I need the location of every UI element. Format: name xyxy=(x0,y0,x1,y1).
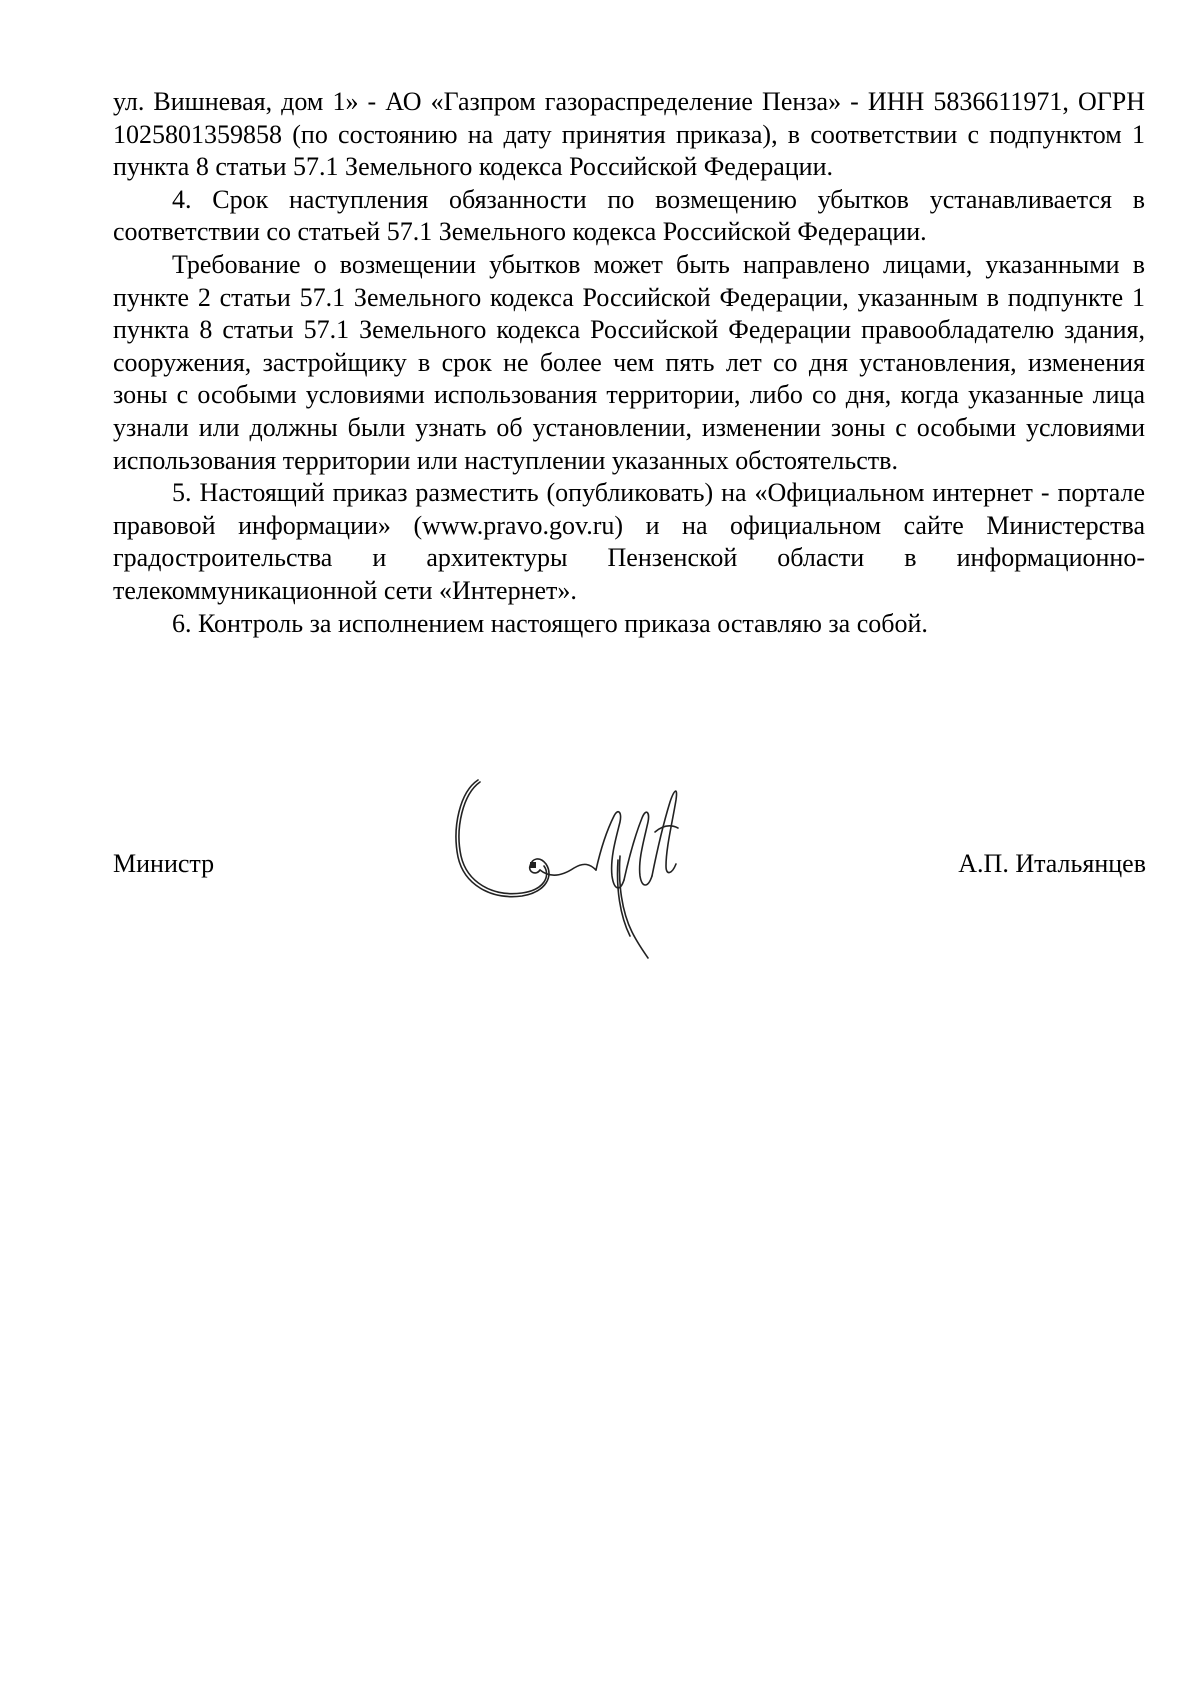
paragraph-item-6: 6. Контроль за исполнением настоящего приказа оставляю за собой. xyxy=(172,608,928,638)
paragraph-item-4: 4. Срок наступления обязанности по возмещению убытков устанавливается в соответствии со статьей 57.1 Земельного кодекса Российской Федерации. xyxy=(113,184,1145,247)
document-body xyxy=(113,86,1145,640)
handwritten-signature xyxy=(450,772,710,962)
paragraph-item-5: 5. Настоящий приказ разместить (опубликовать) на «Официальном интернет - портале правовой информации» (www.pravo.gov.ru) и на официальном сайте Министерства градостроительства и архитектуры Пензенской области в информационно-телекоммуникационной сети «Интернет». xyxy=(113,478,1145,605)
signatory-name: А.П. Итальянцев xyxy=(958,849,1146,878)
paragraph-continuation: ул. Вишневая, дом 1» - АО «Газпром газораспределение Пенза» - ИНН 5836611971, ОГРН 1025801359858 (по состоянию на дату принятия приказа), в соответствии с подпунктом 1 пункта 8 статьи 57.1 Земельного кодекса Российской Федерации. xyxy=(113,87,1145,182)
paragraph-claim-requirement: Требование о возмещении убытков может быть направлено лицами, указанными в пункте 2 статьи 57.1 Земельного кодекса Российской Федерации, указанным в подпункте 1 пункта 8 статьи 57.1 Земельного кодекса Российской Федерации правообладателю здания, сооружения, застройщику в срок не более чем пять лет со дня установления, изменения зоны с особыми условиями использования территории, либо со дня, когда указанные лица узнали или должны были узнать об установлении, изменении зоны с особыми условиями использования территории или наступлении указанных обстоятельств. xyxy=(113,249,1145,475)
signatory-position: Министр xyxy=(113,849,215,878)
